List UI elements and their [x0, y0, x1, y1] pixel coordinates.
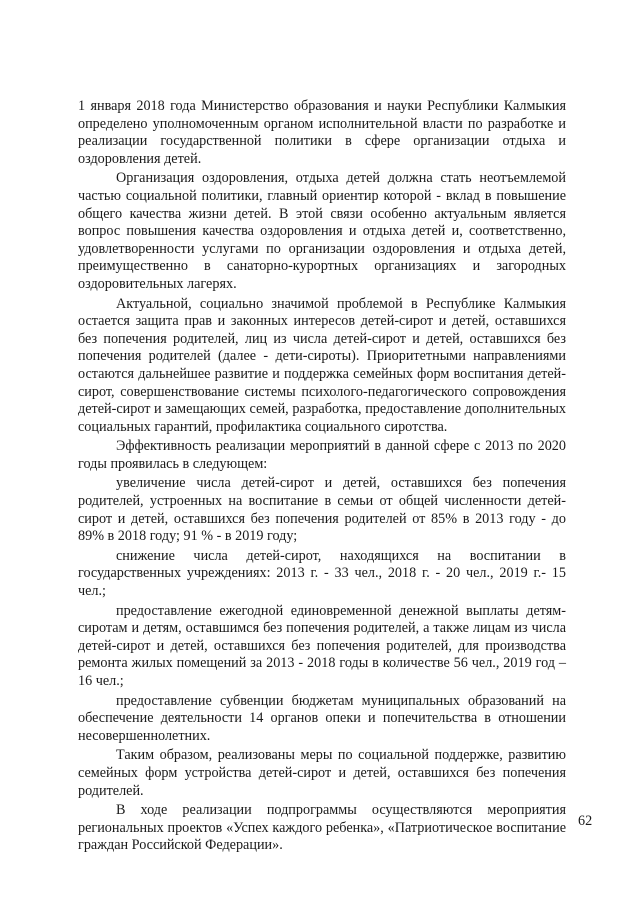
paragraph-housing-payment: предоставление ежегодной единовременной денежной выплаты детям-сиротам и детям, оставшимся без попечения родителей, а также лицам из числа детей-сирот и детей, оставшихся без попечения родителей, для производства ремонта жилых помещений за 2013 - 2018 годы в количестве 56 чел., 2019 год – 16 чел.;	[78, 602, 566, 689]
paragraph-institution-reduction: снижение числа детей-сирот, находящихся на воспитании в государственных учреждениях: 2013 г. - 33 чел., 2018 г. - 20 чел., 2019 г.- 15 чел.;	[78, 547, 566, 600]
paragraph-conclusion: Таким образом, реализованы меры по социальной поддержке, развитию семейных форм устройства детей-сирот и детей, оставшихся без попечения родителей.	[78, 747, 566, 799]
page-number: 62	[578, 813, 593, 829]
paragraph-subventions: предоставление субвенции бюджетам муниципальных образований на обеспечение деятельности 14 органов опеки и попечительства в отношении несовершеннолетних.	[78, 692, 566, 744]
paragraph-effectiveness-intro: Эффективность реализации мероприятий в данной сфере с 2013 по 2020 годы проявилась в следующем:	[78, 438, 566, 472]
paragraph-health-recreation: Организация оздоровления, отдыха детей должна стать неотъемлемой частью социальной политики, главный ориентир которой - вклад в повышение общего качества жизни детей. В этой связи особенно актуальным является вопрос повышения качества оздоровления и отдыха детей и, соответственно, удовлетворенности услугами по организации оздоровления и отдыха детей, преимущественно в санаторно-курортных организациях и загородных оздоровительных лагерях.	[78, 170, 566, 292]
paragraph-orphan-protection: Актуальной, социально значимой проблемой в Республике Калмыкия остается защита прав и законных интересов детей-сирот и детей, оставшихся без попечения родителей, лиц из числа детей-сирот и детей, оставшихся без попечения родителей (далее - дети-сироты). Приоритетными направлениями остаются дальнейшее развитие и поддержка семейных форм воспитания детей-сирот, совершенствование системы психолого-педагогического сопровождения детей-сирот и замещающих семей, разработка, предоставление дополнительных социальных гарантий, профилактика социального сиротства.	[78, 295, 566, 435]
paragraph-ministry-authority: 1 января 2018 года Министерство образования и науки Республики Калмыкия определено уполномоченным органом исполнительной власти по разработке и реализации государственной политики в сфере организации отдыха и оздоровления детей.	[78, 98, 566, 167]
paragraph-family-placement: увеличение числа детей-сирот и детей, оставшихся без попечения родителей, устроенных на воспитание в семьи от общей численности детей-сирот и детей, оставшихся без попечения родителей от 85% в 2013 году - до 89% в 2018 году; 91 % - в 2019 году;	[78, 475, 566, 545]
document-page	[78, 98, 566, 857]
paragraph-regional-projects: В ходе реализации подпрограммы осуществляются мероприятия региональных проектов «Успех каждого ребенка», «Патриотическое воспитание граждан Российской Федерации».	[78, 802, 566, 854]
